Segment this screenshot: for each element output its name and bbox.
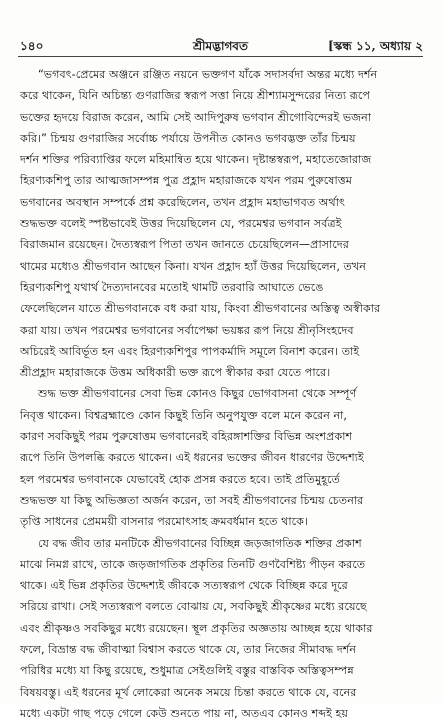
text-line: ভক্তের হৃদয়ে বিরাজ করেন, আমি সেই আদিপুরুষ ভগবান শ্রীগোবিন্দেরই ভজনা bbox=[20, 110, 372, 124]
text-line: নিবৃত্ত থাকেন। বিশ্বব্রহ্মাণ্ডে কোন কিছুই তিনি অনুপযুক্ত বলে মনে করেন না, bbox=[20, 408, 347, 422]
text-line: মাঝে নিমগ্ন রাখে, তাকে জড়জাগতিক প্রকৃতির তিনটি গুণবৈশিষ্ট্য পীড়ন করতে bbox=[20, 557, 366, 571]
text-line: থাকে। এই ভিন্ন প্রকৃতির উদ্দেশ্যই জীবকে সত্যস্বরূপ থেকে বিচ্ছিন্ন করে দূরে bbox=[20, 579, 348, 593]
text-line: অচিরেই আবির্ভূত হন এবং হিরণ্যকশিপুর পাপকর্মাদি সমূলে বিনাশ করেন। তাই bbox=[20, 344, 360, 358]
text-line: শুদ্ধভক্ত যা কিছু অভিজ্ঞতা অর্জন করেন, তা সবই শ্রীভগবানের চিন্ময় চেতনার bbox=[20, 493, 364, 507]
text-line: হিরণ্যকশিপু যথার্থ দৈত্যদানবের মতোই থামটি তরবারি আঘাতে ভেঙে bbox=[20, 280, 324, 294]
text-line: করে থাকেন, যিনি অচিন্ত্য গুণরাজির স্বরূপ সত্তা নিয়ে শ্রীশ্যামসুন্দরের নিত্য রূপে bbox=[20, 89, 370, 103]
text-line: যে বদ্ধ জীব তার মনটিকে শ্রীভগবানের বিচ্ছিন্ন জড়জাগতিক শক্তির প্রকাশ bbox=[38, 536, 362, 550]
text-line: পরিধির মধ্যে যা কিছু রয়েছে, শুধুমাত্র সেইগুলিই বস্তুর বাস্তবিক অস্তিত্বসম্পন্ন bbox=[20, 664, 354, 678]
text-line: “ভগবৎ-প্রেমের অঞ্জনে রঞ্জিত নয়নে ভক্তগণ যাঁকে সদাসর্বদা অন্তর মধ্যে দর্শন bbox=[38, 68, 378, 81]
text-line: হিরণ্যকশিপু তার আত্মজাসম্পন্ন পুত্র প্রহ্লাদ মহারাজকে যখন পরম পুরুষোত্তম bbox=[20, 174, 352, 188]
text-line: করি।” চিন্ময় গুণরাজির সর্বোচ্চ পর্যায়ে উপনীত কোনও ভগবদ্ভক্ত তাঁর চিন্ময় bbox=[20, 131, 356, 145]
text-line: শুদ্ধ ভক্ত শ্রীভগবানের সেবা ভিন্ন কোনও কিছুর ভোগবাসনা থেকে সম্পূর্ণ bbox=[38, 387, 357, 401]
text-line: রূপে তিনি উপলব্ধি করতে থাকেন। এই ধরনের ভক্তের জীবন ধারণের উদ্দেশ্যই bbox=[20, 451, 364, 465]
page-number: ১৪০ bbox=[20, 39, 44, 53]
page-header bbox=[18, 38, 423, 54]
page-body-text bbox=[20, 64, 423, 720]
text-line: শুদ্ধভক্ত বলেই স্পষ্টভাবেই উত্তর দিয়েছিলেন যে, পরমেশ্বর ভগবান সর্বত্রই bbox=[20, 217, 342, 231]
text-line: বিষয়বস্তু। এই ধরনের মূর্খ লোকেরা অনেক সময়ে চিন্তা করতে থাকে যে, বনের bbox=[20, 685, 357, 699]
text-line: করা যায়। তখন পরমেশ্বর ভগবানের সর্বাপেক্ষা ভয়ঙ্কর রূপ নিয়ে শ্রীনৃসিংহদেব bbox=[20, 323, 354, 337]
text-line: ভগবানের অবস্থান সম্পর্কে প্রশ্ন করেছিলেন, তখন প্রহ্লাদ মহাভাগবত অর্থাৎ bbox=[20, 195, 345, 209]
text-line: দর্শন শক্তির পরিব্যাপ্তির ফলে মহিমান্বিত হয়ে থাকেন। দৃষ্টান্তস্বরূপ, মহাতেজোরাজ bbox=[20, 153, 372, 167]
text-line: এবং শ্রীকৃষ্ণও সবকিছুর মধ্যে রয়েছেন। স্থূল প্রকৃতির অজ্ঞতায় আচ্ছন্ন হয়ে থাকার bbox=[20, 621, 373, 635]
text-line: বিরাজমান রয়েছেন। দৈত্যস্বরূপ পিতা তখন জানতে চেয়েছিলেন—প্রাসাদের bbox=[20, 238, 349, 252]
chapter-reference: [স্কন্ধ ১১, অধ্যায় ২ bbox=[327, 39, 423, 53]
book-title: শ্রীমদ্ভাগবত bbox=[192, 39, 248, 53]
text-line: হল পরমেশ্বর ভগবানকে যেভাবেই হোক প্রসন্ন করতে হবে। তাই প্রতিমুহূর্তে bbox=[20, 472, 340, 486]
text-line: ফলে, বিভ্রান্ত বদ্ধ জীবাত্মা বিশ্বাস করতে থাকে যে, তার নিজের সীমাবদ্ধ দর্শন bbox=[20, 643, 357, 657]
text-line: ফেলেছিলেন যাতে শ্রীভগবানকে বধ করা যায়, কিংবা শ্রীভগবানের অস্তিত্ব অস্বীকার bbox=[20, 302, 381, 316]
text-line: তৃপ্তি সাধনের প্রেমময়ী বাসনার পরমোৎসাহ ক্রমবর্ধমান হতে থাকে। bbox=[20, 515, 308, 529]
text-line: সরিয়ে রাখা। সেই সত্যস্বরূপ বলতে বোঝায় যে, সবকিছুই শ্রীকৃষ্ণের মধ্যে রয়েছে bbox=[20, 600, 367, 614]
text-line: থামের মধ্যেও শ্রীভগবান আছেন কিনা। যখন প্রহ্লাদ হ্যাঁ উত্তর দিয়েছিলেন, তখন bbox=[20, 259, 366, 273]
text-line: মধ্যে একটা গাছ পড়ে গেলে কেউ শুনতে পায় না, অতএব কোনও শব্দই হয় bbox=[20, 706, 348, 720]
text-line: শ্রীপ্রহ্লাদ মহারাজকে উত্তম অধিকারী ভক্ত রূপে স্বীকার করা যেতে পারে। bbox=[20, 366, 331, 380]
header-divider bbox=[18, 56, 423, 57]
text-line: কারণ সবকিছুই পরম পুরুষোত্তম ভগবানেরই বহিরঙ্গাশক্তির বিভিন্ন অংশপ্রকাশ bbox=[20, 430, 353, 444]
